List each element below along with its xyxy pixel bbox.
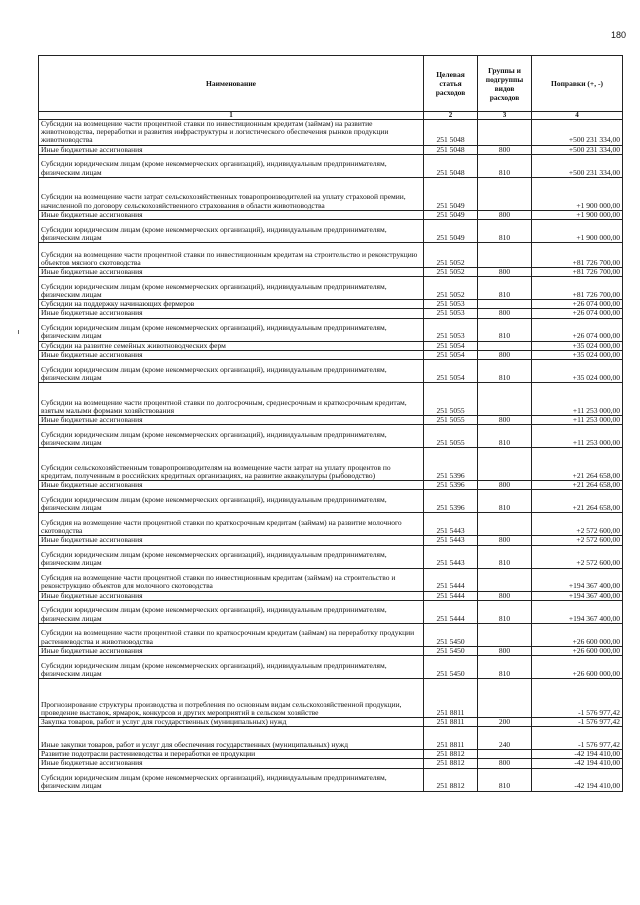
row-target-article: 251 5052 — [424, 243, 478, 268]
row-target-article: 251 5053 — [424, 318, 478, 341]
row-expense-group: 810 — [478, 425, 532, 448]
row-name: Субсидии на возмещение части процентной ставки по долгосрочным, среднесрочным и краткосрочным кредитам, взятым малыми формами хозяйствования — [39, 383, 424, 416]
row-expense-group — [478, 300, 532, 309]
row-expense-group: 800 — [478, 759, 532, 768]
row-expense-group: 810 — [478, 220, 532, 243]
row-amendment: +26 074 000,00 — [532, 318, 623, 341]
row-name: Иные бюджетные ассигнования — [39, 759, 424, 768]
row-expense-group: 810 — [478, 154, 532, 177]
row-expense-group: 800 — [478, 210, 532, 219]
row-target-article: 251 5055 — [424, 383, 478, 416]
table-row — [39, 591, 623, 600]
row-expense-group — [478, 177, 532, 210]
row-expense-group: 800 — [478, 309, 532, 318]
row-expense-group: 800 — [478, 591, 532, 600]
row-amendment: +81 726 700,00 — [532, 277, 623, 300]
row-amendment: +194 367 400,00 — [532, 591, 623, 600]
row-name: Субсидии юридическим лицам (кроме некоммерческих организаций), индивидуальным предпринимателям, физическим лицам — [39, 600, 424, 623]
row-target-article: 251 8812 — [424, 768, 478, 791]
row-target-article: 251 8812 — [424, 759, 478, 768]
row-expense-group — [478, 341, 532, 350]
row-amendment: +21 264 658,00 — [532, 448, 623, 481]
row-expense-group: 800 — [478, 481, 532, 490]
row-target-article: 251 8811 — [424, 718, 478, 727]
row-expense-group: 800 — [478, 416, 532, 425]
budget-amendments-table — [38, 55, 623, 792]
row-name: Субсидия на возмещение части процентной ставки по инвестиционным кредитам (займам) на строительство и реконструкцию объектов для молочного скотоводства — [39, 568, 424, 591]
row-name: Субсидии на возмещение части процентной ставки по краткосрочным кредитам (займам) на переработку продукции растениеводства и животноводства — [39, 623, 424, 646]
row-amendment: +2 572 600,00 — [532, 536, 623, 545]
row-expense-group: 800 — [478, 536, 532, 545]
table-row — [39, 268, 623, 277]
row-amendment: -42 194 410,00 — [532, 750, 623, 759]
table-row — [39, 243, 623, 268]
table-row — [39, 145, 623, 154]
row-expense-group: 810 — [478, 656, 532, 679]
row-amendment: -1 576 977,42 — [532, 727, 623, 750]
row-name: Развитие подотрасли растениеводства и переработки ее продукции — [39, 750, 424, 759]
row-name: Субсидии юридическим лицам (кроме некоммерческих организаций), индивидуальным предпринимателям, физическим лицам — [39, 360, 424, 383]
row-target-article: 251 5443 — [424, 545, 478, 568]
row-name: Иные бюджетные ассигнования — [39, 210, 424, 219]
table-row — [39, 154, 623, 177]
row-expense-group: 810 — [478, 545, 532, 568]
table-row — [39, 623, 623, 646]
row-amendment: +35 024 000,00 — [532, 350, 623, 359]
row-name: Иные бюджетные ассигнования — [39, 145, 424, 154]
table-row — [39, 545, 623, 568]
table-row — [39, 536, 623, 545]
row-expense-group — [478, 623, 532, 646]
row-expense-group — [478, 120, 532, 146]
table-row — [39, 383, 623, 416]
row-name: Субсидии юридическим лицам (кроме некоммерческих организаций), индивидуальным предпринимателям, физическим лицам — [39, 768, 424, 791]
table-row — [39, 490, 623, 513]
column-number-row — [39, 112, 623, 120]
row-expense-group — [478, 448, 532, 481]
row-amendment: +26 600 000,00 — [532, 646, 623, 655]
table-row — [39, 309, 623, 318]
row-name: Субсидии юридическим лицам (кроме некоммерческих организаций), индивидуальным предпринимателям, физическим лицам — [39, 154, 424, 177]
row-amendment: +35 024 000,00 — [532, 341, 623, 350]
row-expense-group: 810 — [478, 600, 532, 623]
row-target-article: 251 5052 — [424, 277, 478, 300]
row-amendment: +500 231 334,00 — [532, 154, 623, 177]
row-amendment: +26 600 000,00 — [532, 656, 623, 679]
row-name: Субсидии юридическим лицам (кроме некоммерческих организаций), индивидуальным предпринимателям, физическим лицам — [39, 425, 424, 448]
row-name: Субсидия на возмещение части процентной ставки по краткосрочным кредитам (займам) на развитие молочного скотоводства — [39, 513, 424, 536]
page-number: 180 — [610, 30, 626, 40]
row-target-article: 251 5049 — [424, 210, 478, 219]
row-amendment: +26 600 000,00 — [532, 623, 623, 646]
table-row — [39, 350, 623, 359]
table-row — [39, 210, 623, 219]
table-body — [39, 120, 623, 792]
row-amendment: +81 726 700,00 — [532, 268, 623, 277]
row-name: Иные бюджетные ассигнования — [39, 646, 424, 655]
column-number: 1 — [39, 112, 424, 120]
row-amendment: -42 194 410,00 — [532, 759, 623, 768]
table-row — [39, 568, 623, 591]
column-number: 4 — [532, 112, 623, 120]
table-row — [39, 481, 623, 490]
row-amendment: +194 367 400,00 — [532, 568, 623, 591]
row-amendment: +11 253 000,00 — [532, 416, 623, 425]
row-expense-group — [478, 513, 532, 536]
row-expense-group: 240 — [478, 727, 532, 750]
row-name: Субсидии сельскохозяйственным товаропроизводителям на возмещение части затрат на уплату процентов по кредитам, полученным в российских кредитных организациях, на развитие аквакультуры (рыбоводство) — [39, 448, 424, 481]
row-amendment: -42 194 410,00 — [532, 768, 623, 791]
row-amendment: +81 726 700,00 — [532, 243, 623, 268]
row-target-article: 251 5443 — [424, 513, 478, 536]
row-expense-group — [478, 568, 532, 591]
row-expense-group: 810 — [478, 768, 532, 791]
scan-mark — [18, 330, 19, 334]
table-row — [39, 318, 623, 341]
row-amendment: +26 074 000,00 — [532, 300, 623, 309]
table-row — [39, 718, 623, 727]
row-expense-group: 800 — [478, 646, 532, 655]
row-amendment: +1 900 000,00 — [532, 220, 623, 243]
table-row — [39, 220, 623, 243]
row-target-article: 251 5396 — [424, 481, 478, 490]
row-target-article: 251 5054 — [424, 341, 478, 350]
row-target-article: 251 5055 — [424, 416, 478, 425]
row-name: Иные бюджетные ассигнования — [39, 536, 424, 545]
row-amendment: +2 572 600,00 — [532, 513, 623, 536]
row-amendment: +2 572 600,00 — [532, 545, 623, 568]
row-name: Прогнозирование структуры производства и потребления по основным видам сельскохозяйственной продукции, проведение выставок, ярмарок, конкурсов и других мероприятий в сельском хозяйстве — [39, 679, 424, 718]
row-target-article: 251 5450 — [424, 656, 478, 679]
row-name: Субсидии на поддержку начинающих фермеров — [39, 300, 424, 309]
row-target-article: 251 5450 — [424, 623, 478, 646]
row-name: Субсидии юридическим лицам (кроме некоммерческих организаций), индивидуальным предпринимателям, физическим лицам — [39, 545, 424, 568]
table-row — [39, 513, 623, 536]
table-row — [39, 120, 623, 146]
row-name: Иные бюджетные ассигнования — [39, 350, 424, 359]
table-row — [39, 277, 623, 300]
table-row — [39, 341, 623, 350]
row-name: Иные бюджетные ассигнования — [39, 268, 424, 277]
row-amendment: +194 367 400,00 — [532, 600, 623, 623]
table-row — [39, 750, 623, 759]
table-row — [39, 759, 623, 768]
row-name: Субсидии юридическим лицам (кроме некоммерческих организаций), индивидуальным предпринимателям, физическим лицам — [39, 318, 424, 341]
table-row — [39, 416, 623, 425]
table-header-row — [39, 56, 623, 112]
column-number: 3 — [478, 112, 532, 120]
row-name: Иные закупки товаров, работ и услуг для обеспечения государственных (муниципальных) нужд — [39, 727, 424, 750]
row-amendment: +500 231 334,00 — [532, 120, 623, 146]
row-expense-group — [478, 679, 532, 718]
row-name: Субсидии юридическим лицам (кроме некоммерческих организаций), индивидуальным предпринимателям, физическим лицам — [39, 277, 424, 300]
row-name: Субсидии на развитие семейных животноводческих ферм — [39, 341, 424, 350]
row-name: Субсидии на возмещение части процентной ставки по инвестиционным кредитам (займам) на развитие животноводства, переработки и развития инфраструктуры и логистического обеспечения рынков продукции животноводства — [39, 120, 424, 146]
row-target-article: 251 5048 — [424, 154, 478, 177]
row-amendment: +35 024 000,00 — [532, 360, 623, 383]
row-target-article: 251 8811 — [424, 727, 478, 750]
table-row — [39, 768, 623, 791]
header-name: Наименование — [39, 56, 424, 112]
column-number: 2 — [424, 112, 478, 120]
row-amendment: +26 074 000,00 — [532, 309, 623, 318]
row-target-article: 251 5055 — [424, 425, 478, 448]
row-target-article: 251 5450 — [424, 646, 478, 655]
row-amendment: +21 264 658,00 — [532, 490, 623, 513]
row-name: Иные бюджетные ассигнования — [39, 591, 424, 600]
table-row — [39, 679, 623, 718]
row-name: Субсидии на возмещение части процентной ставки по инвестиционным кредитам на строительство и реконструкцию объектов мясного скотоводства — [39, 243, 424, 268]
row-amendment: +500 231 334,00 — [532, 145, 623, 154]
header-group: Группы и подгруппы видов расходов — [478, 56, 532, 112]
table-row — [39, 300, 623, 309]
row-name: Иные бюджетные ассигнования — [39, 416, 424, 425]
row-amendment: -1 576 977,42 — [532, 679, 623, 718]
row-name: Закупка товаров, работ и услуг для государственных (муниципальных) нужд — [39, 718, 424, 727]
row-target-article: 251 5444 — [424, 568, 478, 591]
row-expense-group: 200 — [478, 718, 532, 727]
table-row — [39, 656, 623, 679]
table-row — [39, 727, 623, 750]
row-name: Субсидии юридическим лицам (кроме некоммерческих организаций), индивидуальным предпринимателям, физическим лицам — [39, 656, 424, 679]
row-target-article: 251 8811 — [424, 679, 478, 718]
row-expense-group: 810 — [478, 490, 532, 513]
header-code: Целевая статья расходов — [424, 56, 478, 112]
row-amendment: -1 576 977,42 — [532, 718, 623, 727]
row-amendment: +21 264 658,00 — [532, 481, 623, 490]
row-expense-group: 800 — [478, 268, 532, 277]
row-target-article: 251 5053 — [424, 309, 478, 318]
row-target-article: 251 5396 — [424, 448, 478, 481]
table-row — [39, 646, 623, 655]
row-name: Субсидии юридическим лицам (кроме некоммерческих организаций), индивидуальным предпринимателям, физическим лицам — [39, 220, 424, 243]
row-expense-group: 810 — [478, 318, 532, 341]
table-row — [39, 425, 623, 448]
row-amendment: +11 253 000,00 — [532, 425, 623, 448]
row-target-article: 251 5049 — [424, 220, 478, 243]
row-amendment: +1 900 000,00 — [532, 177, 623, 210]
row-expense-group: 800 — [478, 350, 532, 359]
row-target-article: 251 5048 — [424, 120, 478, 146]
row-target-article: 251 5054 — [424, 350, 478, 359]
row-target-article: 251 5396 — [424, 490, 478, 513]
row-expense-group: 810 — [478, 277, 532, 300]
table-row — [39, 177, 623, 210]
row-name: Субсидии юридическим лицам (кроме некоммерческих организаций), индивидуальным предпринимателям, физическим лицам — [39, 490, 424, 513]
row-target-article: 251 5049 — [424, 177, 478, 210]
row-name: Иные бюджетные ассигнования — [39, 309, 424, 318]
row-expense-group — [478, 243, 532, 268]
row-target-article: 251 8812 — [424, 750, 478, 759]
row-expense-group: 810 — [478, 360, 532, 383]
row-expense-group — [478, 383, 532, 416]
table-row — [39, 360, 623, 383]
row-name: Иные бюджетные ассигнования — [39, 481, 424, 490]
row-target-article: 251 5443 — [424, 536, 478, 545]
row-target-article: 251 5053 — [424, 300, 478, 309]
row-amendment: +11 253 000,00 — [532, 383, 623, 416]
row-target-article: 251 5052 — [424, 268, 478, 277]
row-amendment: +1 900 000,00 — [532, 210, 623, 219]
row-name: Субсидии на возмещение части затрат сельскохозяйственных товаропроизводителей на уплату страховой премии, начисленной по договору сельскохозяйственного страхования в области животноводства — [39, 177, 424, 210]
table-row — [39, 448, 623, 481]
row-expense-group — [478, 750, 532, 759]
row-target-article: 251 5054 — [424, 360, 478, 383]
table-row — [39, 600, 623, 623]
header-amount: Поправки (+, -) — [532, 56, 623, 112]
row-expense-group: 800 — [478, 145, 532, 154]
row-target-article: 251 5444 — [424, 600, 478, 623]
row-target-article: 251 5048 — [424, 145, 478, 154]
row-target-article: 251 5444 — [424, 591, 478, 600]
